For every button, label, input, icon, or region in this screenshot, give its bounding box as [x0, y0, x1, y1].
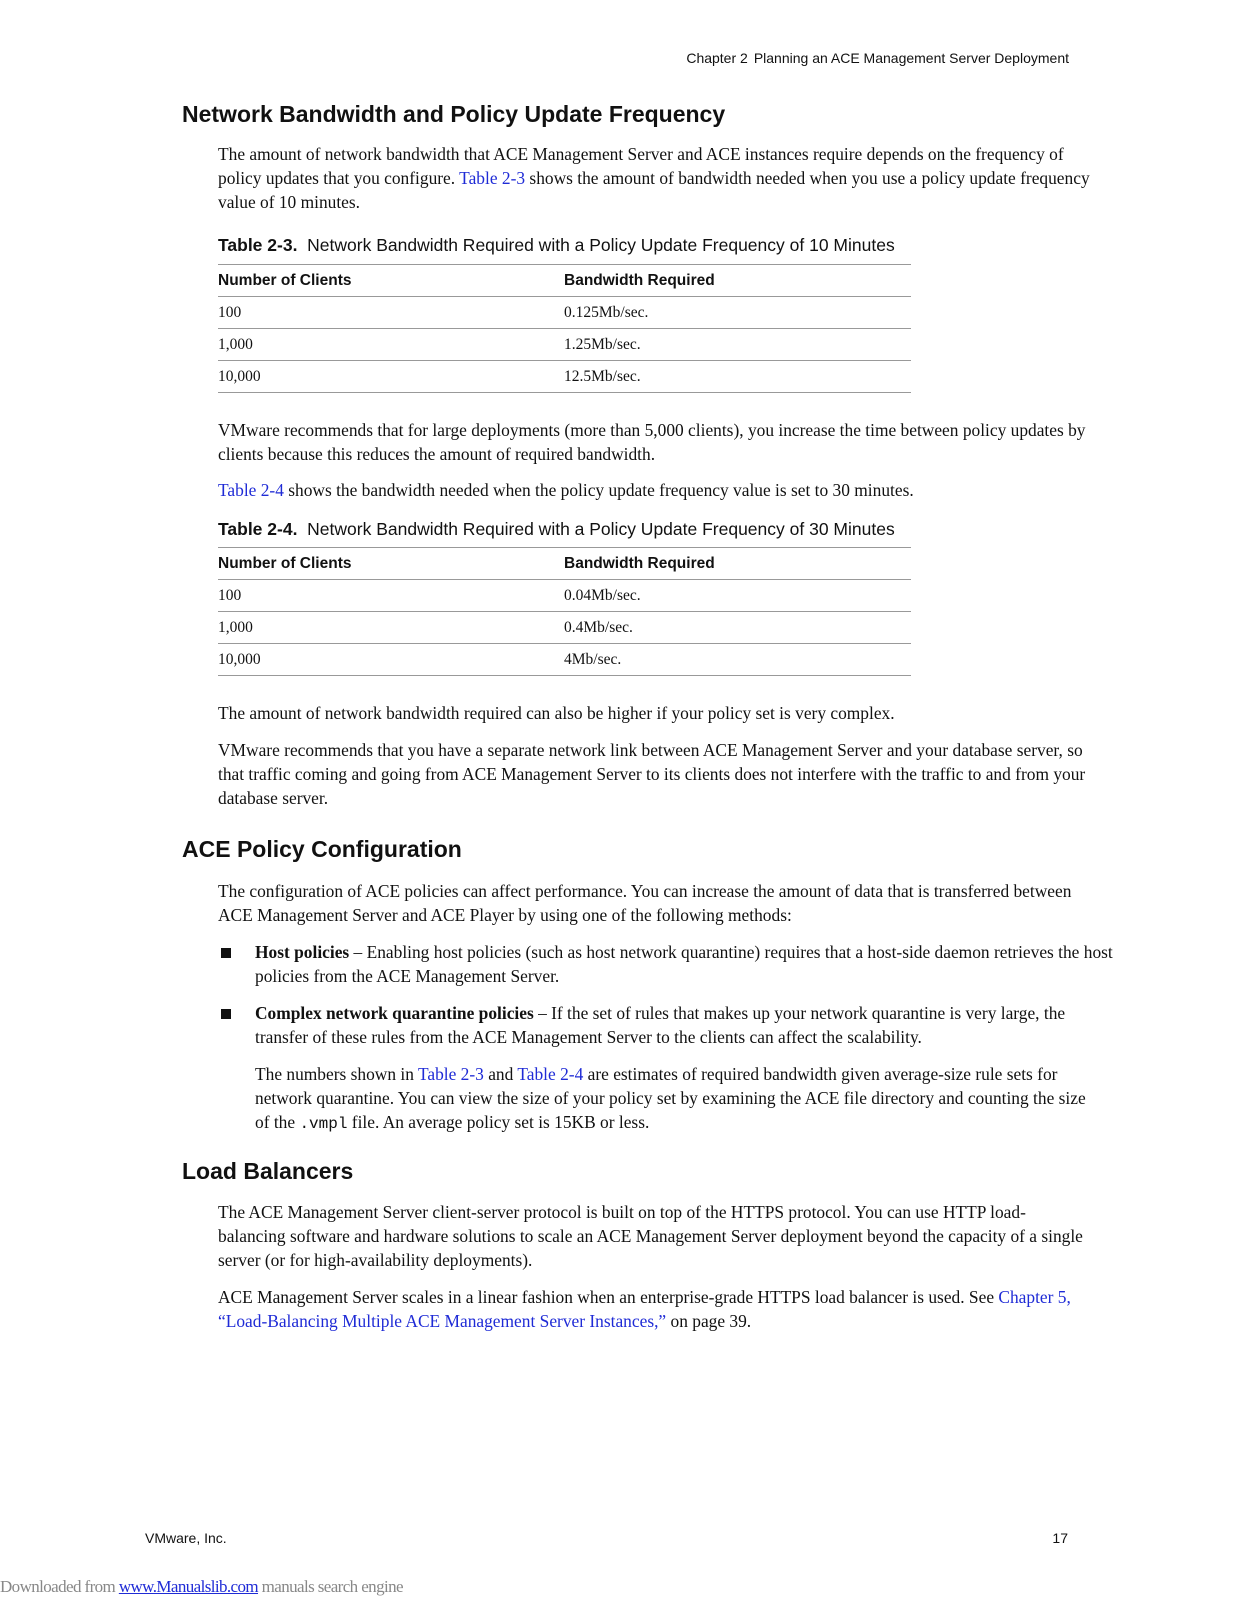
text-run: and — [483, 1064, 518, 1084]
text-run: shows the bandwidth needed when the policy update frequency value is set to 30 minutes. — [283, 480, 914, 500]
text-run: ACE Management Server scales in a linear fashion when an enterprise-grade HTTPS load balancer is used. See — [218, 1287, 999, 1307]
text-run: Downloaded from — [0, 1577, 119, 1596]
bullet-term: Complex network quarantine policies — [255, 1003, 534, 1023]
table-header-row — [218, 265, 911, 297]
text-run: The amount of network bandwidth that ACE Management Server and ACE instances require depends on the frequency of policy updates that you configure. — [218, 144, 1064, 188]
section-heading-network-bandwidth: Network Bandwidth and Policy Update Frequency — [182, 101, 726, 127]
running-header — [686, 50, 1069, 66]
table-row — [218, 612, 911, 644]
bullet-text — [255, 940, 1115, 988]
table-cell: 10,000 — [218, 361, 564, 393]
vmpl-code: .vmpl — [299, 1115, 348, 1133]
table-2-4-link[interactable]: Table 2-4 — [218, 480, 284, 500]
chapter-number: Chapter 2 — [686, 50, 748, 66]
chapter-title: Planning an ACE Management Server Deployment — [753, 50, 1069, 66]
download-notice — [0, 1577, 403, 1597]
table-cell: 4Mb/sec. — [564, 644, 911, 676]
table-cell: 1.25Mb/sec. — [564, 329, 911, 361]
footer-company: VMware, Inc. — [145, 1530, 227, 1546]
complex-policy-paragraph: The amount of network bandwidth required can also be higher if your policy set is very complex. — [218, 703, 895, 723]
large-deployment-paragraph: VMware recommends that for large deployments (more than 5,000 clients), you increase the time between policy updates by clients because this reduces the amount of required bandwidth. — [218, 420, 1086, 464]
text-run: manuals search engine — [258, 1577, 403, 1596]
table-cell: 0.125Mb/sec. — [564, 297, 911, 329]
table-label: Table 2-4. — [218, 519, 298, 539]
table-cell: 100 — [218, 297, 564, 329]
table-cell: 100 — [218, 580, 564, 612]
table-cell: 12.5Mb/sec. — [564, 361, 911, 393]
table-2-4-intro-paragraph — [218, 478, 1090, 502]
table-row — [218, 361, 911, 393]
table-header-row — [218, 548, 911, 580]
table-row — [218, 297, 911, 329]
table-2-4 — [218, 547, 911, 676]
column-header: Bandwidth Required — [564, 265, 911, 297]
footer-page-number: 17 — [1052, 1530, 1068, 1546]
section-heading-load-balancers: Load Balancers — [182, 1158, 354, 1184]
table-cell: 0.4Mb/sec. — [564, 612, 911, 644]
table-label: Table 2-3. — [218, 235, 298, 255]
load-balancing-paragraph: The ACE Management Server client-server protocol is built on top of the HTTPS protocol. You can use HTTP load-balancing software and hardware solutions to scale an ACE Management Server deployment beyond the capacity of a single server (or for high-availability deployments). — [218, 1202, 1083, 1270]
table-2-3-caption — [218, 235, 895, 256]
table-title: Network Bandwidth Required with a Policy Update Frequency of 10 Minutes — [307, 235, 895, 255]
text-run: – Enabling host policies (such as host network quarantine) requires that a host-side daemon retrieves the host policies from the ACE Management Server. — [255, 942, 1113, 986]
bandwidth-intro-paragraph — [218, 142, 1090, 214]
table-cell: 1,000 — [218, 329, 564, 361]
bullet-term: Host policies — [255, 942, 350, 962]
text-run: on page 39. — [666, 1311, 752, 1331]
bullet-square-icon — [221, 948, 231, 958]
column-header: Number of Clients — [218, 265, 564, 297]
column-header: Bandwidth Required — [564, 548, 911, 580]
section-heading-ace-policy: ACE Policy Configuration — [182, 836, 462, 862]
separate-link-paragraph: VMware recommends that you have a separate network link between ACE Management Server and your database server, so that traffic coming and going from ACE Management Server to its clients does not interfere with the traffic to and from your database server. — [218, 740, 1086, 808]
table-2-4-link[interactable]: Table 2-4 — [517, 1064, 584, 1084]
table-row — [218, 329, 911, 361]
table-cell: 10,000 — [218, 644, 564, 676]
table-2-4-caption — [218, 519, 895, 540]
table-title: Network Bandwidth Required with a Policy Update Frequency of 30 Minutes — [307, 519, 895, 539]
text-run: file. An average policy set is 15KB or less. — [347, 1112, 650, 1132]
table-2-3-link[interactable]: Table 2-3 — [417, 1064, 484, 1084]
table-cell: 0.04Mb/sec. — [564, 580, 911, 612]
table-cell: 1,000 — [218, 612, 564, 644]
manualslib-link[interactable]: www.Manualslib.com — [118, 1577, 259, 1596]
table-row — [218, 580, 911, 612]
bullet-square-icon — [221, 1009, 231, 1019]
text-run: – If the set of rules that makes up your network quarantine is very large, the transfer of these rules from the ACE Management Server to the clients can affect the scalability. — [255, 1003, 1066, 1047]
bullet-text — [255, 1001, 1115, 1049]
text-run: are estimates of required bandwidth given average-size rule sets for network quarantine. You can view the size of your policy set by examining the ACE file directory and counting the size of the — [255, 1064, 1086, 1132]
policy-config-paragraph: The configuration of ACE policies can affect performance. You can increase the amount of data that is transferred between ACE Management Server and ACE Player by using one of the following methods: — [218, 881, 1072, 925]
table-2-3 — [218, 264, 911, 393]
text-run: The numbers shown in — [255, 1064, 418, 1084]
column-header: Number of Clients — [218, 548, 564, 580]
chapter-5-link[interactable]: Chapter 5, “Load-Balancing Multiple ACE Management Server Instances,” — [218, 1287, 1071, 1331]
linear-scaling-paragraph — [218, 1285, 1090, 1333]
estimates-note-paragraph — [255, 1062, 1100, 1136]
text-run: shows the amount of bandwidth needed when you use a policy update frequency value of 10 minutes. — [218, 168, 1090, 212]
table-2-3-link[interactable]: Table 2-3 — [459, 168, 526, 188]
table-row — [218, 644, 911, 676]
